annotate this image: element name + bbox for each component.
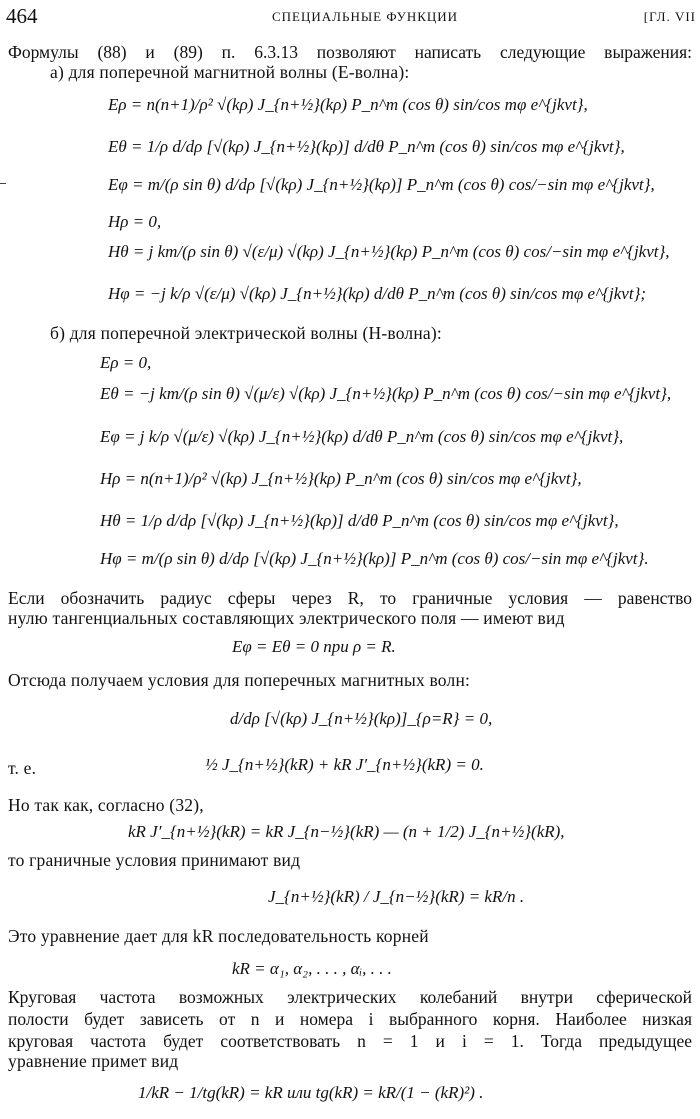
text-line: полости будет зависеть от n и номера i выбранного корня. Наиболее низкая xyxy=(8,1009,692,1029)
equation-condition: d/dρ [√(kρ) J_{n+½}(kρ)]_{ρ=R} = 0, xyxy=(230,709,493,728)
equation: Eθ = −j km/(ρ sin θ) √(μ/ε) √(kρ) J_{n+½}(kρ) P_n^m (cos θ) cos/−sin mφ e^{jkvt}, xyxy=(100,384,672,403)
equation: Eρ = n(n+1)/ρ² √(kρ) J_{n+½}(kρ) P_n^m (cos θ) sin/cos mφ e^{jkvt}, xyxy=(108,95,588,114)
equation: Hρ = n(n+1)/ρ² √(kρ) J_{n+½}(kρ) P_n^m (cos θ) sin/cos mφ e^{jkvt}, xyxy=(100,469,582,488)
equation: Hφ = −j k/ρ √(ε/μ) √(kρ) J_{n+½}(kρ) d/dθ P_n^m (cos θ) sin/cos mφ e^{jkvt}; xyxy=(108,284,647,303)
text-line: круговая частота будет соответствовать n = 1 и i = 1. Тогда предыдущее xyxy=(8,1031,692,1051)
equation: Hθ = j km/(ρ sin θ) √(ε/μ) √(kρ) J_{n+½}(kρ) P_n^m (cos θ) cos/−sin mφ e^{jkvt}, xyxy=(108,242,670,261)
chapter-label: [ГЛ. VII xyxy=(643,9,696,24)
equation-ratio: J_{n+½}(kR) / J_{n−½}(kR) = kR/n . xyxy=(268,887,525,906)
text-line: то граничные условия принимают вид xyxy=(8,850,301,870)
text-line: Это уравнение дает для kR последовательность корней xyxy=(8,926,429,946)
text-line: нулю тангенциальных составляющих электрического поля — имеют вид xyxy=(8,608,565,628)
equation: Hθ = 1/ρ d/dρ [√(kρ) J_{n+½}(kρ)] d/dθ P_n^m (cos θ) sin/cos mφ e^{jkvt}, xyxy=(100,511,619,530)
margin-mark xyxy=(0,183,6,184)
equation-roots: kR = α₁, α₂, . . . , αᵢ, . . . xyxy=(232,959,392,978)
equation: Hρ = 0, xyxy=(108,212,162,231)
text-line: Но так как, согласно (32), xyxy=(8,795,204,815)
equation-condition-2: ½ J_{n+½}(kR) + kR J′_{n+½}(kR) = 0. xyxy=(205,755,484,774)
text-line: Отсюда получаем условия для поперечных магнитных волн: xyxy=(8,670,471,690)
intro-text: Формулы (88) и (89) п. 6.3.13 позволяют написать следующие выражения: xyxy=(8,42,692,62)
equation-boundary: Eφ = Eθ = 0 при ρ = R. xyxy=(232,637,396,656)
equation-recurrence: kR J′_{n+½}(kR) = kR J_{n−½}(kR) — (n + 1/2) J_{n+½}(kR), xyxy=(128,822,565,841)
case-a-heading: а) для поперечной магнитной волны (E-волна): xyxy=(50,62,410,82)
case-b-heading: б) для поперечной электрической волны (H-волна): xyxy=(50,323,442,343)
equation: Eρ = 0, xyxy=(100,353,152,372)
running-header xyxy=(0,4,700,28)
equation: Hφ = m/(ρ sin θ) d/dρ [√(kρ) J_{n+½}(kρ)] P_n^m (cos θ) cos/−sin mφ e^{jkvt}. xyxy=(100,549,649,568)
page-number: 464 xyxy=(6,4,38,28)
equation-final: 1/kR − 1/tg(kR) = kR или tg(kR) = kR/(1 − (kR)²) . xyxy=(138,1083,484,1102)
equation: Eφ = j k/ρ √(μ/ε) √(kρ) J_{n+½}(kρ) d/dθ P_n^m (cos θ) sin/cos mφ e^{jkvt}, xyxy=(100,427,624,446)
text-line: уравнение примет вид xyxy=(8,1051,179,1071)
equation: Eφ = m/(ρ sin θ) d/dρ [√(kρ) J_{n+½}(kρ)] P_n^m (cos θ) cos/−sin mφ e^{jkvt}, xyxy=(108,175,655,194)
text-line: Круговая частота возможных электрических колебаний внутри сферической xyxy=(8,987,692,1007)
text-line: Если обозначить радиус сферы через R, то граничные условия — равенство xyxy=(8,588,692,608)
equation: Eθ = 1/ρ d/dρ [√(kρ) J_{n+½}(kρ)] d/dθ P_n^m (cos θ) sin/cos mφ e^{jkvt}, xyxy=(108,137,625,156)
text-line: т. е. xyxy=(8,758,37,778)
running-title: СПЕЦИАЛЬНЫЕ ФУНКЦИИ xyxy=(272,9,459,24)
